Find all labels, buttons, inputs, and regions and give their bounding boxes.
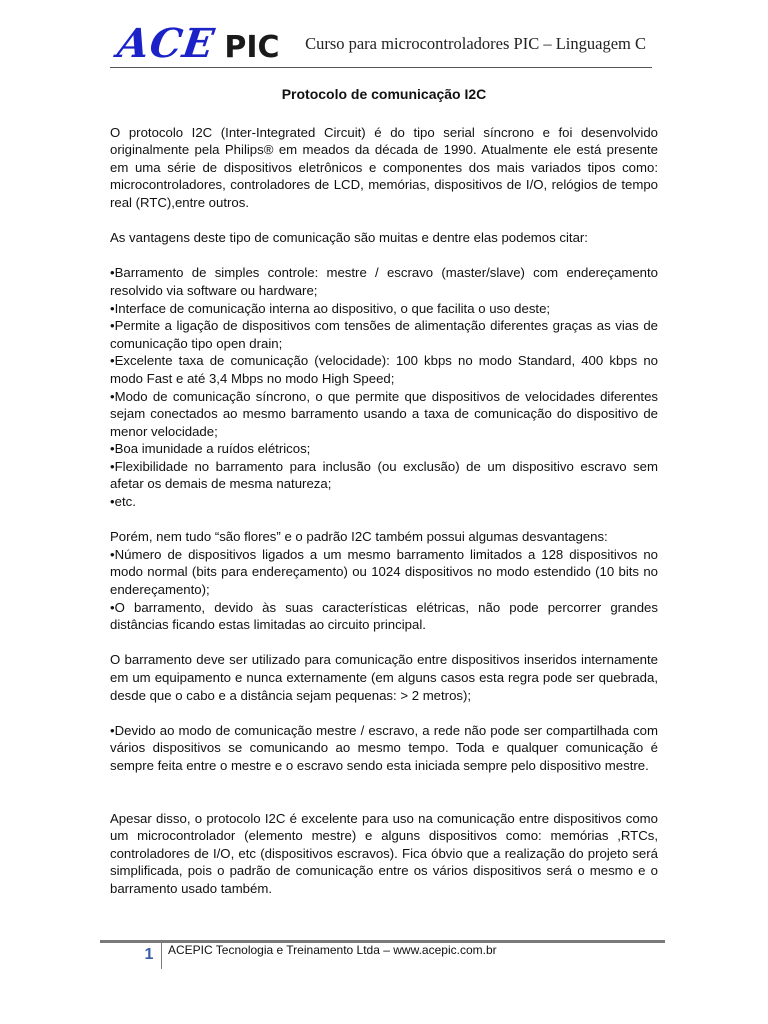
advantages-intro: As vantagens deste tipo de comunicação são muitas e dentre elas podemos citar: (110, 230, 588, 246)
document-title: Protocolo de comunicação I2C (281, 86, 487, 102)
list-item: •Número de dispositivos ligados a um mesmo barramento limitados a 128 dispositivos no modo normal (bits para endereçamento) ou 1024 dispositivos no modo estendido (10 bits no endereçamento); (110, 546, 658, 598)
advantages-list (110, 264, 658, 510)
disadvantages-intro: Porém, nem tudo “são flores” e o padrão I2C também possui algumas desvantagens: (110, 529, 608, 545)
list-item: •Modo de comunicação síncrono, o que permite que dispositivos de velocidades diferentes sejam conectados ao mesmo barramento usando a taxa de comunicação do dispositivo de menor velocidade; (110, 388, 658, 439)
list-item: •O barramento, devido às suas características elétricas, não pode percorrer grandes distâncias ficando estas limitadas ao circuito principal. (110, 599, 658, 633)
spacer (110, 634, 658, 652)
logo-ace-text: ACE (114, 20, 218, 67)
spacer (110, 775, 658, 810)
acepic-logo (114, 20, 280, 68)
disadvantages-list (110, 546, 658, 634)
page-number: 1 (144, 946, 154, 963)
footer-separator (161, 943, 162, 969)
intro-paragraph: O protocolo I2C (Inter-Integrated Circuit) é do tipo serial síncrono e foi desenvolvido originalmente pela Philips® em meados da década de 1990. Atualmente ele está presente em uma série de dispositivos eletrônicos e componentes dos mais variados tipos como: microcontroladores, controladores de LCD, memórias, dispositivos de I/O, relógios de tempo real (RTC),entre outros. (110, 124, 658, 210)
spacer (110, 704, 658, 722)
header-divider (110, 67, 652, 68)
course-title: Curso para microcontroladores PIC – Linguagem C (305, 34, 646, 53)
list-item: •Excelente taxa de comunicação (velocidade): 100 kbps no modo Standard, 400 kbps no modo Fast e até 3,4 Mbps no modo High Speed; (110, 353, 658, 386)
list-item: •Flexibilidade no barramento para inclusão (ou exclusão) de um dispositivo escravo sem afetar os demais de mesma natureza; (110, 458, 658, 492)
usage-paragraph: O barramento deve ser utilizado para comunicação entre dispositivos inseridos internamente em um equipamento e nunca externamente (em alguns casos esta regra pode ser quebrada, desde que o cabo e a distância sejam pequenas: > 2 metros); (110, 652, 658, 703)
list-item: •etc. (110, 494, 136, 510)
logo-pic-text: PIC (224, 30, 280, 65)
list-item: •Interface de comunicação interna ao dispositivo, o que facilita o uso deste; (110, 300, 551, 316)
master-slave-paragraph: •Devido ao modo de comunicação mestre / escravo, a rede não pode ser compartilhada com vários dispositivos se comunicando ao mesmo tempo. Toda e qualquer comunicação é sempre feita entre o mestre e o escravo sendo esta iniciada sempre pelo dispositivo mestre. (110, 722, 658, 773)
list-item: •Permite a ligação de dispositivos com tensões de alimentação diferentes graças as vias de comunicação tipo open drain; (110, 318, 658, 351)
page-footer (100, 940, 665, 970)
spacer (110, 511, 658, 529)
spacer (110, 212, 658, 230)
page-header (110, 22, 652, 68)
list-item: •Boa imunidade a ruídos elétricos; (110, 441, 311, 457)
footer-text: ACEPIC Tecnologia e Treinamento Ltda – www.acepic.com.br (168, 943, 497, 957)
spacer (110, 247, 658, 265)
document-body (110, 86, 658, 898)
list-item: •Barramento de simples controle: mestre / escravo (master/slave) com endereçamento resolvido via software ou hardware; (110, 265, 658, 298)
conclusion-paragraph: Apesar disso, o protocolo I2C é excelente para uso na comunicação entre dispositivos como um microcontrolador (elemento mestre) e alguns dispositivos como: memórias ,RTCs, controladores de I/O, etc (dispositivos escravos). Fica óbvio que a realização do projeto será simplificada, pois o padrão de comunicação entre os vários dispositivos será o mesmo e o barramento usado também. (110, 810, 658, 896)
